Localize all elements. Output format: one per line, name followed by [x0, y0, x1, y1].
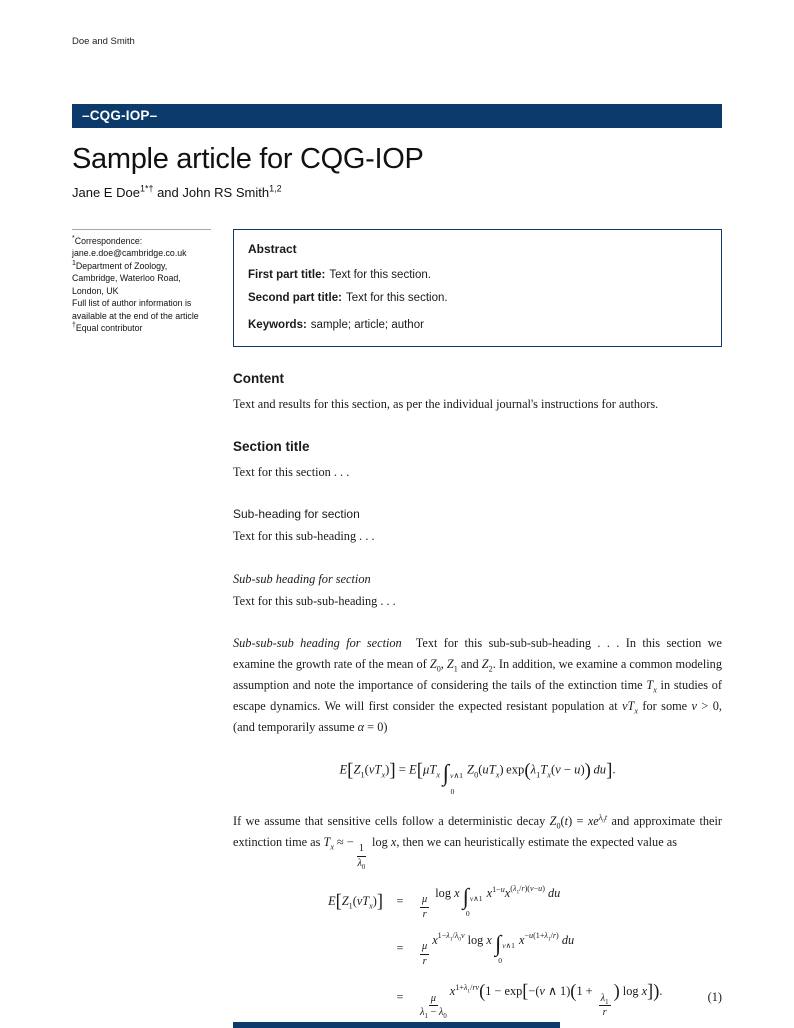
run-in-text: Text for this sub-sub-sub-heading . . . In this section we examine the growth rate of the mean of $Z_0$, $Z_1$ and $Z_2$. In addition, we examine a common modeling assumption and note the importance of considering the tails of the extinction time $T_x$ in studies of escape dynamics. We will first consider the expected resistant population at $vT_x$ for some v > 0, (and temporarily assume α = 0)	[233, 636, 722, 735]
page-title: Sample article for CQG-IOP	[72, 143, 424, 175]
equation-lhs: $E[Z_1(vT_x)]$	[328, 890, 383, 911]
equation-row	[233, 882, 722, 920]
section-heading: Section title	[233, 438, 310, 454]
equation-row	[233, 929, 722, 967]
display-equation: $E[Z_1(vT_x)] = E[\mu T_x$ ∫ v∧1 0 $Z_0(uT_x) \exp(\lambda_1T_x(v - u))$ du].	[339, 759, 616, 796]
paragraph: If we assume that sensitive cells follow a deterministic decay $Z_0(t) = xe^{\lambda_0t}$ and approximate their extinction time as $T_x$ ≈ − $\frac{1}{\lambda_0}$ log x, then we can heuristically estimate the expected value as	[233, 812, 722, 871]
next-page-banner-edge	[233, 1022, 560, 1028]
sidebar-line: †Equal contributor	[72, 322, 143, 334]
run-in-paragraph	[233, 633, 722, 737]
sidebar-line: Full list of author information is	[72, 298, 192, 309]
keywords-label: Keywords:	[248, 318, 307, 331]
keywords-text: sample; article; author	[310, 318, 424, 331]
equals-sign: =	[396, 893, 404, 908]
authors-line: Jane E Doe$^{1*\dagger}$ and John RS Smith$^{1,2}$	[72, 183, 282, 200]
abstract-box	[233, 229, 722, 347]
equals-sign: =	[396, 990, 404, 1005]
paragraph: Text for this sub-heading . . .	[233, 528, 375, 543]
sub-sub-heading: Sub-sub heading for section	[233, 571, 371, 586]
equals-sign: =	[396, 940, 404, 955]
header-columns	[72, 229, 722, 347]
abstract-part	[248, 267, 707, 284]
running-head: Doe and Smith	[72, 36, 135, 47]
equation-rhs: $\frac{\mu}{r}$ $x^{1-\lambda_1/\lambda_0v}$ log x ∫ v∧1 0 $x^{-u(1+\lambda_1/r)}$ du	[422, 930, 575, 967]
sidebar-line: London, UK	[72, 285, 119, 296]
abstract-part-text: Text for this section.	[329, 269, 431, 281]
abstract-part-label: First part title:	[248, 269, 326, 281]
sidebar-line: Cambridge, Waterloo Road,	[72, 273, 181, 284]
abstract-part-text: Text for this section.	[345, 292, 448, 305]
equation-number: (1)	[707, 990, 722, 1005]
journal-banner: –CQG-IOP–	[72, 104, 722, 128]
equation-rhs: $\frac{\mu}{r}$ log x ∫ v∧1 0 $x^{1-u}x^{(\lambda_1/r)(v-u)}$ du	[422, 883, 561, 920]
abstract-keywords	[248, 317, 707, 334]
correspondence-sidebar	[72, 229, 211, 335]
abstract-part-label: Second part title:	[248, 292, 342, 305]
sidebar-line: jane.e.doe@cambridge.co.uk	[72, 248, 187, 259]
sidebar-line: $^1$Department of Zoology,	[72, 260, 168, 271]
sidebar-line: *Correspondence:	[72, 235, 143, 246]
abstract-heading: Abstract	[248, 242, 297, 256]
paragraph: Text for this section . . .	[233, 464, 350, 479]
aligned-equations	[233, 882, 722, 1019]
run-in-heading: Sub-sub-sub heading for section	[233, 636, 402, 651]
sidebar-line: available at the end of the article	[72, 310, 199, 321]
paragraph: Text for this sub-sub-heading . . .	[233, 593, 396, 608]
sub-heading: Sub-heading for section	[233, 507, 360, 522]
article-body	[233, 368, 722, 1019]
equation-row	[233, 976, 722, 1019]
equation-rhs: $\frac{\mu}{\lambda_1 - \lambda_0}$ $x^{1+\lambda_1/rv}(1 - \exp[-(v$ ∧ 1)(1 + $\frac{\lambda_1}{r}$ ) log x]).	[420, 981, 663, 1021]
paragraph: Text and results for this section, as per the individual journal's instructions for authors.	[233, 396, 659, 411]
abstract-part	[248, 290, 707, 307]
section-heading-content: Content	[233, 370, 284, 386]
